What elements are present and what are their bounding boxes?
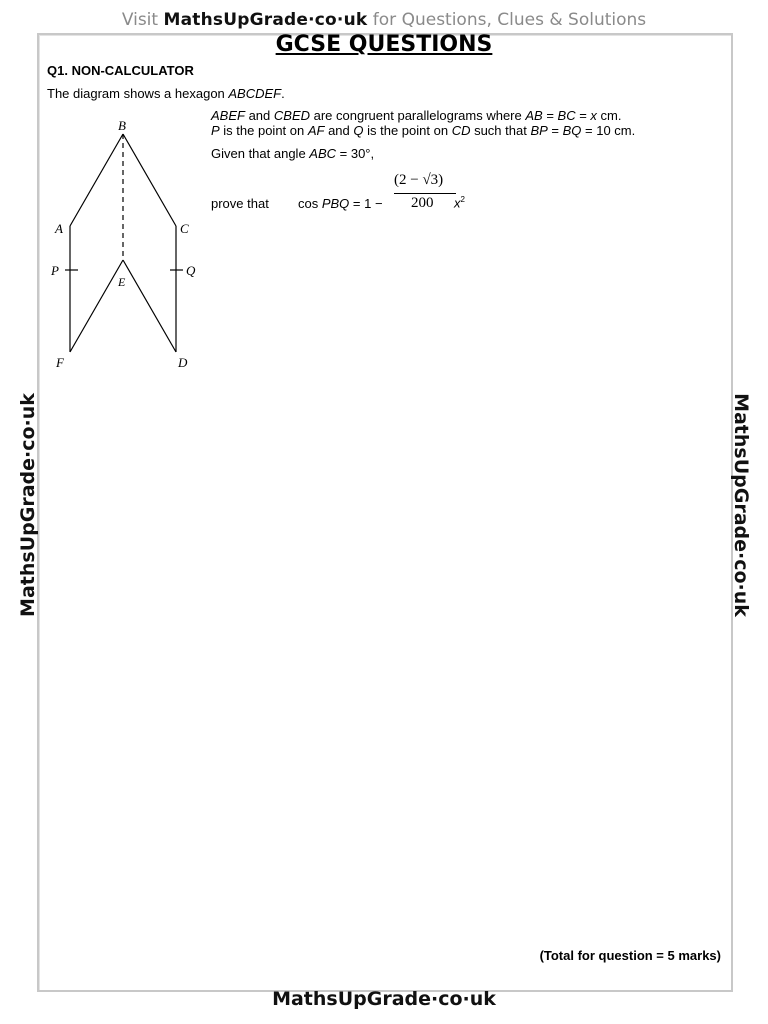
text: = 30°, (336, 146, 375, 161)
edge-ab (70, 134, 123, 226)
cos-text: cos (298, 196, 322, 211)
text: = 10 cm. (581, 123, 636, 138)
prove-label: prove that (211, 196, 269, 211)
text: = (547, 123, 563, 138)
text: is the point on (363, 123, 452, 138)
brand-link[interactable]: MathsUpGrade·co·uk (163, 10, 368, 30)
segment-cd: CD (451, 123, 471, 138)
fraction-numerator: (2 − √3) (394, 172, 444, 188)
point-q: Q (353, 123, 364, 138)
equals-one-minus: = 1 − (349, 196, 383, 211)
text: is the point on (219, 123, 308, 138)
question-label: Q1. NON-CALCULATOR (47, 63, 194, 78)
site-banner (0, 10, 768, 30)
label-d: D (178, 355, 188, 370)
text: = (542, 108, 558, 123)
x-squared (454, 195, 465, 210)
fraction-denominator: 200 (411, 195, 434, 211)
point-p: P (211, 123, 220, 138)
intro-text: The diagram shows a hexagon (47, 86, 229, 101)
variable-x: x (590, 108, 597, 123)
question-intro: The diagram shows a hexagon ABCDEF. (47, 86, 285, 101)
side-brand-left: MathsUpGrade·co·uk (17, 393, 39, 617)
statement-line-1 (211, 108, 621, 123)
page-title: GCSE QUESTIONS (275, 32, 493, 57)
statement-line-3 (211, 146, 374, 161)
label-c: C (180, 221, 189, 236)
segment-bc: BC (557, 108, 576, 123)
label-p: P (51, 263, 59, 278)
text: Given that angle (211, 146, 310, 161)
label-a: A (55, 221, 63, 236)
parallelogram-2: CBED (273, 108, 311, 123)
visit-text: Visit (121, 10, 159, 30)
angle-abc: ABC (309, 146, 337, 161)
edge-bc (123, 134, 176, 226)
text: cm. (596, 108, 622, 123)
angle-pbq: PBQ (321, 196, 350, 211)
side-brand-right: MathsUpGrade·co·uk (730, 393, 752, 617)
label-e: E (118, 275, 126, 289)
segment-ab: AB (525, 108, 543, 123)
variable-x: x (454, 195, 461, 211)
text: and (244, 108, 274, 123)
text: and (324, 123, 354, 138)
segment-bq: BQ (562, 123, 582, 138)
segment-bp: BP (530, 123, 548, 138)
text: are congruent parallelograms where (310, 108, 526, 123)
edge-de (123, 260, 176, 352)
prove-expression (298, 196, 383, 211)
label-b: B (118, 118, 126, 133)
label-q: Q (186, 263, 196, 278)
hexagon-diagram (45, 112, 205, 377)
fraction-bar (394, 193, 456, 194)
hexagon-name: ABCDEF (228, 86, 282, 101)
exponent: 2 (460, 195, 465, 204)
label-f: F (56, 355, 64, 370)
footer-brand[interactable]: MathsUpGrade·co·uk (272, 988, 496, 1010)
tagline-text: for Questions, Clues & Solutions (372, 10, 647, 30)
statement-line-2 (211, 123, 635, 138)
edge-fe (70, 260, 123, 352)
total-marks: (Total for question = 5 marks) (539, 948, 721, 963)
parallelogram-1: ABEF (211, 108, 245, 123)
text: such that (470, 123, 531, 138)
text: = (575, 108, 591, 123)
segment-af: AF (307, 123, 325, 138)
